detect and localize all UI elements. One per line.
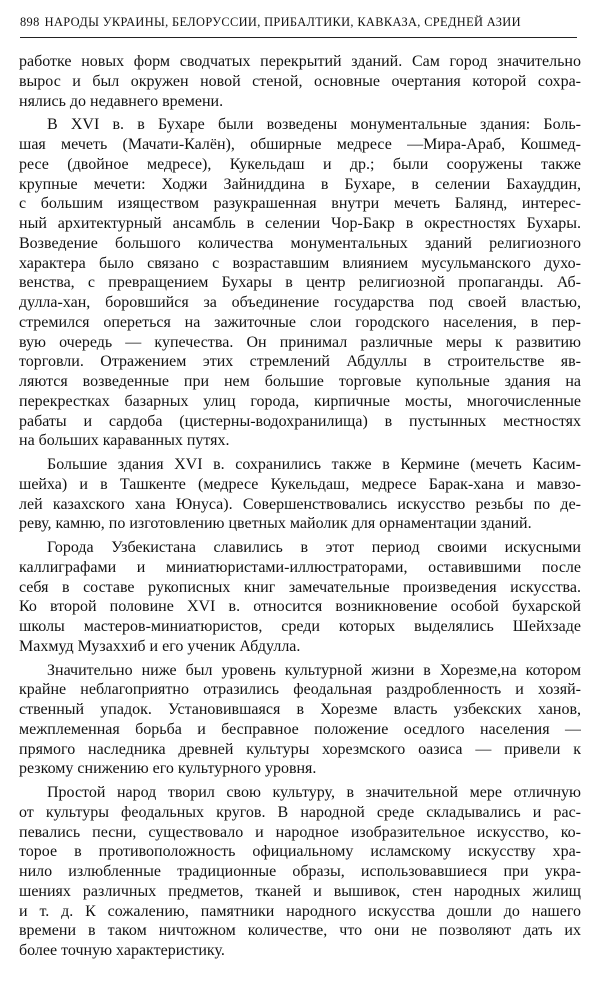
text-line: межплеменная борьба и бесправное положение оседлого населения — <box>19 720 581 738</box>
paragraph <box>19 538 581 657</box>
text-line: нялись до недавнего времени. <box>19 92 224 110</box>
running-header <box>20 13 580 31</box>
paragraph <box>19 661 581 780</box>
text-line: и т. д. К сожалению, памятники народного искусства дошли до нашего <box>19 902 581 920</box>
text-line: Города Узбекистана славились в этот период своими искусными <box>47 539 581 556</box>
text-line: В XVI в. в Бухаре были возведены монументальные здания: Боль- <box>47 116 581 134</box>
running-title: НАРОДЫ УКРАИНЫ, БЕЛОРУССИИ, ПРИБАЛТИКИ, КАВКАЗА, СРЕДНЕЙ АЗИИ <box>44 15 521 29</box>
text-line: более точную характеристику. <box>19 942 225 959</box>
text-line: лей казахского хана Юнуса). Совершенствовались искусство резьбы по де- <box>19 495 581 513</box>
text-line: каллиграфами и миниатюристами-иллюстраторами, оставившими после <box>19 558 581 576</box>
text-line: себя в составе рукописных книг замечательные произведения искусства. <box>19 578 581 596</box>
paragraph <box>19 115 581 451</box>
text-line: нило излюбленные традиционные образы, использовавшиеся при укра- <box>19 863 581 880</box>
text-line: прямого наследника древней культуры хорезмского оазиса — привели к <box>19 740 581 758</box>
text-line: Ко второй половине XVI в. относится возникновение особой бухарской <box>19 598 581 616</box>
body-text <box>19 52 581 965</box>
paragraph <box>19 455 581 534</box>
text-line: ственный упадок. Установившаяся в Хорезме власть узбекских ханов, <box>19 701 581 718</box>
text-line: Простой народ творил свою культуру, в значительной мере отличную <box>47 784 581 801</box>
text-line: шая мечеть (Мачати-Калён), обширные медресе —Мира-Араб, Кошмед- <box>19 136 581 153</box>
text-line: венства, с превращением Бухары в центр религиозной пропаганды. Аб- <box>19 274 581 292</box>
text-line: Большие здания XVI в. сохранились также в Кермине (мечеть Касим- <box>47 456 581 473</box>
text-line: торое в противоположность официальному исламскому искусству хра- <box>19 843 581 861</box>
text-line: торговли. Отражением этих стремлений Абдуллы в строительстве яв- <box>19 353 581 371</box>
text-line: певались песни, существовало и народное изобразительное искусство, ко- <box>19 823 581 841</box>
text-line: шениях различных предметов, тканей и вышивок, стен народных жилищ <box>19 882 581 900</box>
text-line: крупные мечети: Ходжи Зайниддина в Бухаре, в селении Бахауддин, <box>19 175 581 193</box>
paragraph <box>19 52 581 111</box>
paragraph <box>19 783 581 961</box>
text-line: крайне неблагоприятно отразились феодальная раздробленность и хозяй- <box>19 681 581 699</box>
text-line: времени в таком ничтожном количестве, что они не позволяют дать их <box>19 922 581 940</box>
text-line: ляются возведенные при нем большие торговые купольные здания на <box>19 373 581 390</box>
text-line: работке новых форм сводчатых перекрытий зданий. Сам город значительно <box>19 53 581 70</box>
text-line: стремился опереться на зажиточные слои городского населения, в пер- <box>19 313 581 331</box>
page-number: 898 <box>20 15 40 29</box>
text-line: рабаты и сардоба (цистерны-водохранилища) в пустынных местностях <box>19 412 581 430</box>
text-line: резкому снижению его культурного уровня. <box>19 760 317 778</box>
text-line: ресе (двойное медресе), Кукельдаш и др.; были сооружены также <box>19 155 581 173</box>
text-line: вую очередь — купечества. Он принимал различные меры к развитию <box>19 333 581 351</box>
text-line: Махмуд Музаххиб и его ученик Абдулла. <box>19 637 301 655</box>
text-line: на больших караванных путях. <box>19 432 230 450</box>
text-line: вырос и был окружен новой стеной, основные очертания которой сохра- <box>19 72 581 90</box>
text-line: Возведение большого количества монументальных зданий религиозного <box>19 234 581 252</box>
text-line: Значительно ниже был уровень культурной жизни в Хорезме,на котором <box>47 661 581 679</box>
text-line: с большим изяществом разукрашенная внутри мечеть Балянд, интерес- <box>19 195 581 213</box>
text-line: от культуры феодальных кругов. В народной среде складывались и рас- <box>19 803 581 821</box>
header-rule <box>20 37 577 38</box>
text-line: шейха) и в Ташкенте (медресе Кукельдаш, медресе Барак-хана и мавзо- <box>19 475 581 493</box>
text-line: характера было связано с возраставшим влиянием мусульманского духо- <box>19 254 581 272</box>
text-line: реву, камню, по изготовлению цветных майолик для орнаментации зданий. <box>19 515 532 533</box>
text-line: дулла-хан, боровшийся за объединение государства под своей властью, <box>19 294 581 311</box>
text-line: школы мастеров-миниатюристов, среди которых выделялись Шейхзаде <box>19 618 581 635</box>
text-line: ный архитектурный ансамбль в селении Чор-Бакр в окрестностях Бухары. <box>19 215 581 232</box>
text-line: перекрестках базарных улиц города, кирпичные мосты, многочисленные <box>19 392 581 410</box>
